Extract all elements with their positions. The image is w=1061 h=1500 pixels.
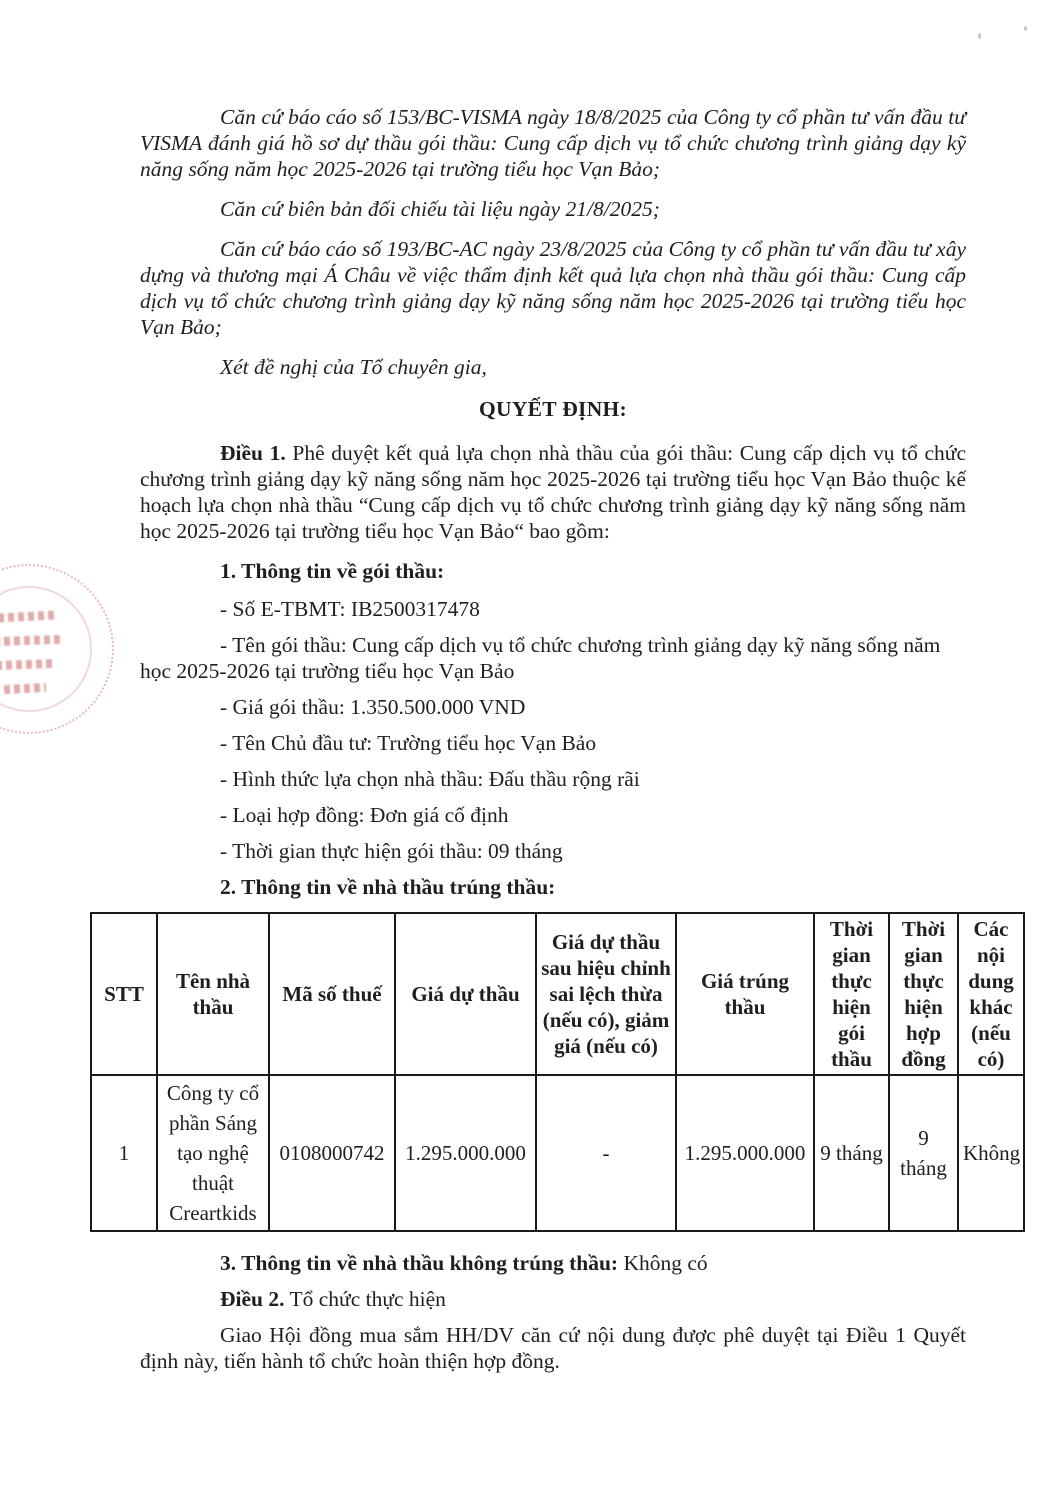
cell-adjusted-price: -	[536, 1075, 676, 1231]
bullet-item-package-price: - Giá gói thầu: 1.350.500.000 VND	[220, 695, 526, 719]
cell-tax-code: 0108000742	[269, 1075, 395, 1231]
cell-contractor: Công ty cổ phần Sáng tạo nghệ thuật Creartkids	[157, 1075, 269, 1231]
bullet-item-etbmt: - Số E-TBMT: IB2500317478	[220, 597, 480, 621]
section-1-heading: 1. Thông tin về gói thầu:	[220, 559, 445, 583]
bullet-item-package-name: - Tên gói thầu: Cung cấp dịch vụ tổ chức chương trình giảng dạy kỹ năng sống năm học 2025-2026 tại trường tiểu học Vạn Bảo	[140, 633, 941, 683]
header-cell-package-duration: Thời gian thực hiện gói thầu	[814, 913, 889, 1075]
preamble-paragraph: Căn cứ báo cáo số 153/BC-VISMA ngày 18/8/2025 của Công ty cổ phần tư vấn đầu tư VISMA đánh giá hồ sơ dự thầu gói thầu: Cung cấp dịch vụ tổ chức chương trình giảng dạy kỹ năng sống năm học 2025-2026 tại trường tiểu học Vạn Bảo;	[140, 105, 966, 181]
header-cell-bid-price: Giá dự thầu	[395, 913, 536, 1075]
bullet-item-duration: - Thời gian thực hiện gói thầu: 09 tháng	[220, 839, 563, 863]
section-3-value: Không có	[618, 1251, 708, 1275]
cell-winning-price: 1.295.000.000	[676, 1075, 814, 1231]
section-2-heading: 2. Thông tin về nhà thầu trúng thầu:	[220, 875, 556, 899]
bullet-item-selection-form: - Hình thức lựa chọn nhà thầu: Đấu thầu rộng rãi	[220, 767, 640, 791]
preamble-paragraph: Căn cứ biên bản đối chiếu tài liệu ngày 21/8/2025;	[220, 197, 660, 221]
header-cell-winning-price: Giá trúng thầu	[676, 913, 814, 1075]
table-row	[91, 1075, 1024, 1231]
header-cell-other: Các nội dung khác (nếu có)	[958, 913, 1024, 1075]
bullet-item-contract-type: - Loại hợp đồng: Đơn giá cố định	[220, 803, 509, 827]
article-1-text: Phê duyệt kết quả lựa chọn nhà thầu của gói thầu: Cung cấp dịch vụ tổ chức chương trình giảng dạy kỹ năng sống năm học 2025-2026 tại trường tiểu học Vạn Bảo thuộc kế hoạch lựa chọn nhà thầu “Cung cấp dịch vụ tổ chức chương trình giảng dạy kỹ năng sống năm học 2025-2026 tại trường tiểu học Vạn Bảo“ bao gồm:	[140, 441, 966, 543]
article-2	[140, 1286, 966, 1312]
cell-package-duration: 9 tháng	[814, 1075, 889, 1231]
article-1-label: Điều 1.	[220, 441, 286, 465]
cell-contract-duration: 9 tháng	[889, 1075, 958, 1231]
cell-stt: 1	[91, 1075, 157, 1231]
cell-other: Không	[958, 1075, 1024, 1231]
article-2-label: Điều 2.	[220, 1287, 285, 1311]
article-1	[140, 440, 966, 544]
header-cell-stt: STT	[91, 913, 157, 1075]
article-2-text: Tổ chức thực hiện	[284, 1287, 446, 1311]
closing-paragraph: Giao Hội đồng mua sắm HH/DV căn cứ nội dung được phê duyệt tại Điều 1 Quyết định này, tiến hành tổ chức hoàn thiện hợp đồng.	[140, 1323, 966, 1373]
header-cell-tax-code: Mã số thuế	[269, 913, 395, 1075]
decision-title: QUYẾT ĐỊNH:	[478, 397, 628, 421]
table-header-row	[91, 913, 1024, 1075]
preamble-paragraph: Căn cứ báo cáo số 193/BC-AC ngày 23/8/2025 của Công ty cổ phần tư vấn đầu tư xây dựng và thương mại Á Châu về việc thẩm định kết quả lựa chọn nhà thầu gói thầu: Cung cấp dịch vụ tổ chức chương trình giảng dạy kỹ năng sống năm học 2025-2026 tại trường tiểu học Vạn Bảo;	[140, 237, 966, 339]
preamble-paragraph: Xét đề nghị của Tổ chuyên gia,	[220, 355, 487, 379]
cell-bid-price: 1.295.000.000	[395, 1075, 536, 1231]
header-cell-contract-duration: Thời gian thực hiện hợp đồng	[889, 913, 958, 1075]
section-3-heading: 3. Thông tin về nhà thầu không trúng thầu:	[220, 1251, 619, 1275]
section-3	[140, 1250, 966, 1276]
winners-table	[90, 912, 1025, 1232]
scan-artifact	[1024, 26, 1027, 31]
header-cell-contractor: Tên nhà thầu	[157, 913, 269, 1075]
scan-artifact	[978, 33, 981, 39]
bullet-item-investor: - Tên Chủ đầu tư: Trường tiểu học Vạn Bảo	[220, 731, 597, 755]
header-cell-adjusted-price: Giá dự thầu sau hiệu chỉnh sai lệch thừa (nếu có), giảm giá (nếu có)	[536, 913, 676, 1075]
